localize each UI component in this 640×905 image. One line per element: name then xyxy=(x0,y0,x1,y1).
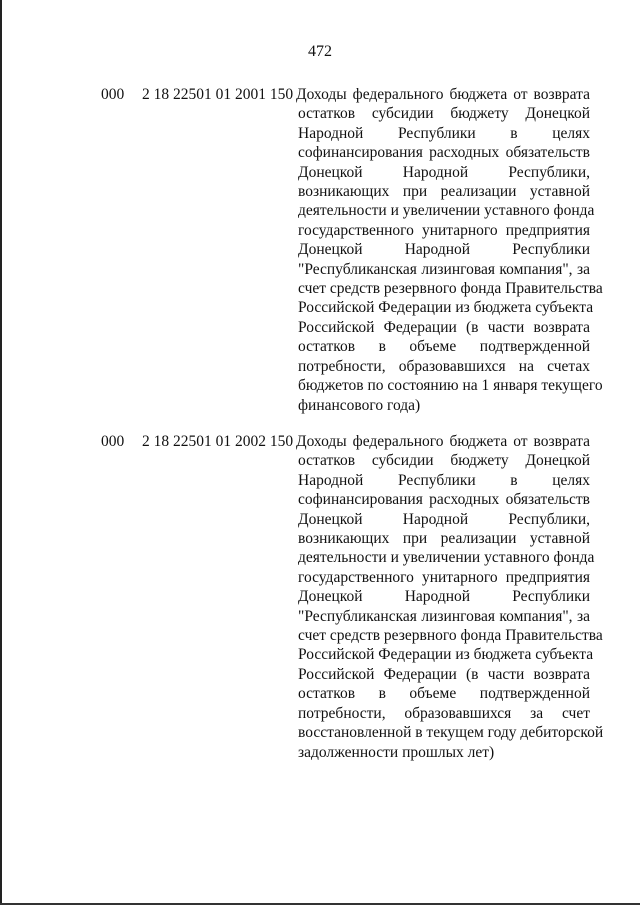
description-line: "Республиканская лизинговая компания", за xyxy=(298,607,590,625)
description-line: деятельности и увеличении уставного фонда xyxy=(298,202,595,220)
description-line: бюджетов по состоянию на 1 января текущего xyxy=(298,377,603,395)
description-line: Российской Федерации (в части возврата xyxy=(298,665,590,683)
description-line: Донецкой Народной Республики xyxy=(298,588,590,606)
description-line: деятельности и увеличении уставного фонда xyxy=(298,549,595,567)
description-line: государственного унитарного предприятия xyxy=(298,221,590,239)
description-line: восстановленной в текущем году дебиторской xyxy=(298,724,604,742)
description-line: возникающих при реализации уставной xyxy=(298,530,590,548)
description-line: счет средств резервного фонда Правительства xyxy=(298,280,603,298)
description-line: возникающих при реализации уставной xyxy=(298,183,590,201)
description-line: остатков в объеме подтвержденной xyxy=(298,338,590,356)
description-line: Народной Республики в целях xyxy=(298,124,590,142)
description-line: государственного унитарного предприятия xyxy=(298,568,590,586)
description-line: остатков в объеме подтвержденной xyxy=(298,685,590,703)
description-line: Доходы федерального бюджета от возврата xyxy=(296,86,590,103)
description-line: "Республиканская лизинговая компания", за xyxy=(298,260,590,278)
description-line: Донецкой Народной Республики, xyxy=(298,510,590,528)
description-line: потребности, образовавшихся на счетах xyxy=(298,357,590,375)
description-line: финансового года) xyxy=(298,396,421,414)
budget-classification-code: 2 18 22501 01 2002 150 xyxy=(142,433,294,450)
description-line: счет средств резервного фонда Правительства xyxy=(298,627,603,645)
income-description xyxy=(296,85,603,415)
description-line: остатков субсидии бюджету Донецкой xyxy=(298,105,590,123)
income-description xyxy=(296,432,604,762)
description-line: Народной Республики в целях xyxy=(298,471,590,489)
page-number: 472 xyxy=(308,43,332,60)
description-line: остатков субсидии бюджету Донецкой xyxy=(298,452,590,470)
budget-classification-code: 2 18 22501 01 2001 150 xyxy=(142,86,294,103)
description-line: потребности, образовавшихся за счет xyxy=(298,704,590,722)
description-line: задолженности прошлых лет) xyxy=(298,743,495,761)
administrator-code: 000 xyxy=(101,433,125,450)
description-line: софинансирования расходных обязательств xyxy=(298,491,590,509)
description-line: Российской Федерации из бюджета субъекта xyxy=(298,299,594,317)
description-line: Доходы федерального бюджета от возврата xyxy=(296,433,590,450)
description-line: Донецкой Народной Республики xyxy=(298,241,590,259)
administrator-code: 000 xyxy=(101,86,125,103)
scan-left-edge xyxy=(0,0,2,905)
description-line: Российской Федерации (в части возврата xyxy=(298,318,590,336)
description-line: софинансирования расходных обязательств xyxy=(298,144,590,162)
description-line: Российской Федерации из бюджета субъекта xyxy=(298,646,594,664)
description-line: Донецкой Народной Республики, xyxy=(298,163,590,181)
